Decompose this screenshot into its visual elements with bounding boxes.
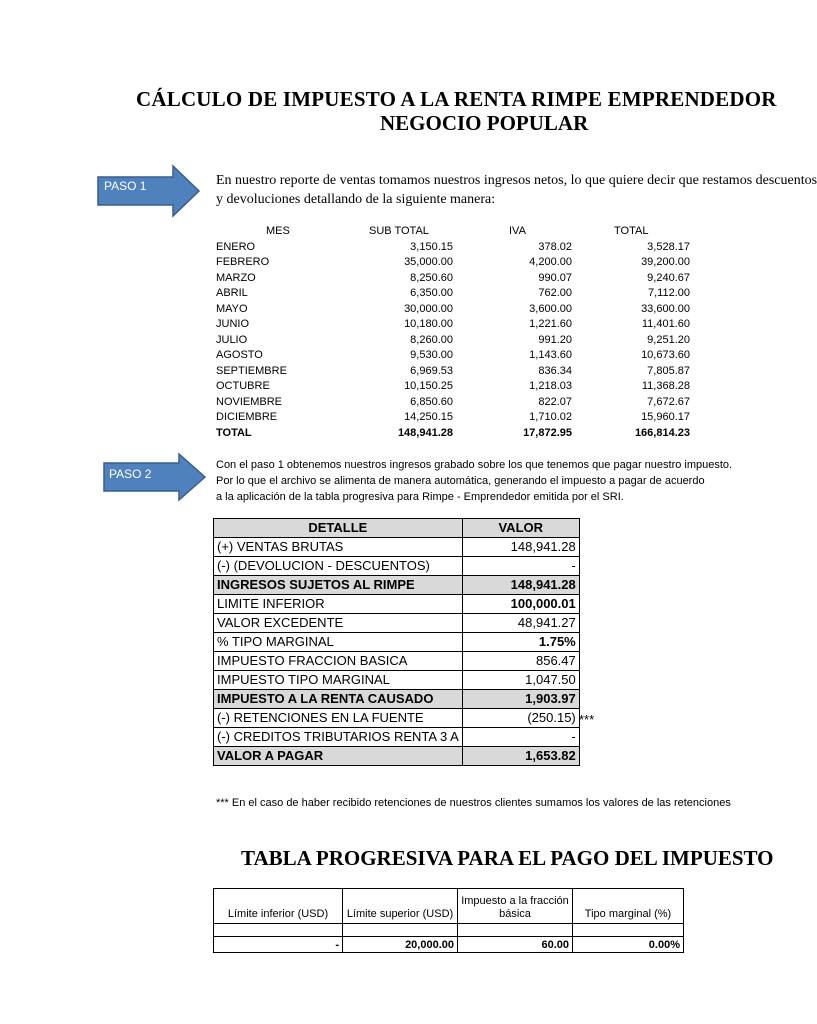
month-cell: OCTUBRE [216,380,270,392]
month-cell: FEBRERO [216,256,270,268]
paso2-arrow [103,453,207,501]
paso1-arrow [97,165,201,217]
iva-cell: 378.02 [538,240,572,253]
subtotal-cell: 30,000.00 [404,302,453,315]
table-row [216,317,690,333]
total-total: 166,814.23 [634,426,690,439]
table-row [214,937,684,953]
subtotal-cell: 6,969.53 [410,364,453,377]
col-header-iva: IVA [509,225,526,237]
subtotal-cell: 10,150.25 [404,380,453,392]
iva-cell: 836.34 [538,364,572,377]
detalle-value-cell: (250.15) [462,709,579,728]
iva-cell: 990.07 [538,271,572,284]
detalle-label-cell: (-) CREDITOS TRIBUTARIOS RENTA 3 A [214,728,463,747]
col-header-tipo-marginal: Tipo marginal (%) [573,889,684,924]
sales-total-row [216,426,690,442]
total-cell: 11,368.28 [641,380,690,392]
retenciones-note: *** En el caso de haber recibido retenciones de nuestros clientes sumamos los valores de las retenciones [216,797,731,809]
tabla-progresiva [213,888,684,953]
detalle-value-cell: 148,941.28 [462,576,579,595]
total-cell: 7,672.67 [647,395,690,408]
table-row [214,690,580,709]
total-cell: 9,240.67 [647,271,690,284]
detalle-value-cell: 48,941.27 [462,614,579,633]
cell-tipo-marginal: 0.00% [573,937,684,953]
month-cell: AGOSTO [216,349,263,361]
table-row [214,671,580,690]
detalle-value-cell: 1,047.50 [462,671,579,690]
month-cell: MARZO [216,271,256,284]
month-cell: ABRIL [216,287,248,299]
detalle-label-cell: % TIPO MARGINAL [214,633,463,652]
month-cell: JUNIO [216,318,249,330]
iva-cell: 1,221.60 [529,318,572,330]
detalle-label-cell: INGRESOS SUJETOS AL RIMPE [214,576,463,595]
detalle-label-cell: VALOR A PAGAR [214,747,463,766]
col-header-subtotal: SUB TOTAL [369,225,429,237]
detalle-value-cell: 1.75% [462,633,579,652]
col-header-impuesto-fraccion: Impuesto a la fracción básica [458,889,573,924]
detalle-label-cell: IMPUESTO FRACCION BASICA [214,652,463,671]
paso2-text-line3: a la aplicación de la tabla progresiva para Rimpe - Emprendedor emitida por el SRI. [216,491,624,503]
paso1-text-line2: y devoluciones detallando de la siguiente manera: [216,192,496,207]
table-row [214,614,580,633]
month-cell: NOVIEMBRE [216,395,283,408]
col-header-limite-inferior: Límite inferior (USD) [214,889,343,924]
table-row [214,728,580,747]
table-row [216,286,690,302]
sales-table [216,224,690,441]
month-cell: MAYO [216,302,248,315]
iva-cell: 1,710.02 [529,411,572,423]
table-row [214,652,580,671]
tabla-spacer-row [214,924,684,937]
total-cell: 15,960.17 [641,411,690,423]
subtotal-cell: 6,850.60 [410,395,453,408]
detalle-value-cell: - [462,557,579,576]
table-row [214,633,580,652]
table-row [216,255,690,271]
table-row [216,395,690,411]
total-cell: 7,805.87 [647,364,690,377]
col-header-mes: MES [266,225,290,237]
col-header-total: TOTAL [614,225,649,237]
total-cell: 11,401.60 [641,318,690,330]
detalle-label-cell: IMPUESTO TIPO MARGINAL [214,671,463,690]
cell-impuesto-fraccion: 60.00 [458,937,573,953]
detalle-value-cell: 1,653.82 [462,747,579,766]
total-cell: 7,112.00 [647,287,690,299]
iva-cell: 3,600.00 [529,302,572,315]
table-row [214,595,580,614]
month-cell: SEPTIEMBRE [216,364,287,377]
table-row [216,333,690,349]
table-row [216,240,690,256]
detalle-label-cell: (+) VENTAS BRUTAS [214,538,463,557]
sales-header-row [216,224,686,240]
subtotal-cell: 8,250.60 [410,271,453,284]
detalle-table [213,518,580,766]
subtotal-cell: 35,000.00 [404,256,453,268]
detalle-label-cell: (-) (DEVOLUCION - DESCUENTOS) [214,557,463,576]
iva-cell: 4,200.00 [529,256,572,268]
total-label: TOTAL [216,426,252,439]
table-row [214,709,580,728]
iva-cell: 822.07 [538,395,572,408]
table-row [214,576,580,595]
table-row [214,538,580,557]
table-row [216,348,690,364]
detalle-value-cell: 856.47 [462,652,579,671]
paso1-text-line1: En nuestro reporte de ventas tomamos nuestros ingresos netos, lo que quiere decir que restamos descuentos [216,173,817,188]
paso2-text-line2: Por lo que el archivo se alimenta de manera automática, generando el impuesto a pagar de acuerdo [216,475,705,487]
tabla-header-row [214,889,684,924]
table-row [216,379,690,395]
table-row [216,410,690,426]
detalle-label-cell: IMPUESTO A LA RENTA CAUSADO [214,690,463,709]
subtotal-cell: 10,180.00 [404,318,453,330]
cell-limite-superior: 20,000.00 [343,937,458,953]
table-row [216,302,690,318]
paso1-label: PASO 1 [104,179,147,193]
tabla-progresiva-title: TABLA PROGRESIVA PARA EL PAGO DEL IMPUESTO [241,846,774,870]
total-cell: 3,528.17 [647,240,690,253]
total-cell: 10,673.60 [641,349,690,361]
detalle-label-cell: (-) RETENCIONES EN LA FUENTE [214,709,463,728]
subtotal-cell: 8,260.00 [410,333,453,346]
detalle-label-cell: LIMITE INFERIOR [214,595,463,614]
total-cell: 33,600.00 [641,302,690,315]
col-header-limite-superior: Límite superior (USD) [343,889,458,924]
iva-cell: 991.20 [538,333,572,346]
page-title-line2: NEGOCIO POPULAR [380,111,589,135]
col-header-detalle: DETALLE [214,519,463,538]
subtotal-cell: 14,250.15 [404,411,453,423]
total-cell: 39,200.00 [641,256,690,268]
detalle-value-cell: - [462,728,579,747]
col-header-valor: VALOR [462,519,579,538]
detalle-value-cell: 100,000.01 [462,595,579,614]
subtotal-cell: 6,350.00 [410,287,453,299]
total-iva: 17,872.95 [523,426,572,439]
month-cell: JULIO [216,333,248,346]
table-row [214,747,580,766]
iva-cell: 1,143.60 [529,349,572,361]
total-subtotal: 148,941.28 [397,426,453,439]
table-row [216,271,690,287]
table-row [216,364,690,380]
detalle-value-cell: 148,941.28 [462,538,579,557]
subtotal-cell: 3,150.15 [410,240,453,253]
table-row [214,557,580,576]
month-cell: DICIEMBRE [216,411,278,423]
paso2-text [216,457,732,505]
subtotal-cell: 9,530.00 [410,349,453,361]
iva-cell: 1,218.03 [529,380,572,392]
retenciones-note-marker: *** [579,712,595,727]
detalle-label-cell: VALOR EXCEDENTE [214,614,463,633]
detalle-header-row [214,519,580,538]
total-cell: 9,251.20 [647,333,690,346]
detalle-value-cell: 1,903.97 [462,690,579,709]
paso2-text-line1: Con el paso 1 obtenemos nuestros ingresos grabado sobre los que tenemos que pagar nuestro impuesto. [216,459,733,471]
month-cell: ENERO [216,240,256,253]
iva-cell: 762.00 [538,287,572,299]
paso2-label: PASO 2 [109,467,152,481]
page-title-line1: CÁLCULO DE IMPUESTO A LA RENTA RIMPE EMPRENDEDOR [136,87,777,111]
cell-limite-inferior: - [214,937,343,953]
